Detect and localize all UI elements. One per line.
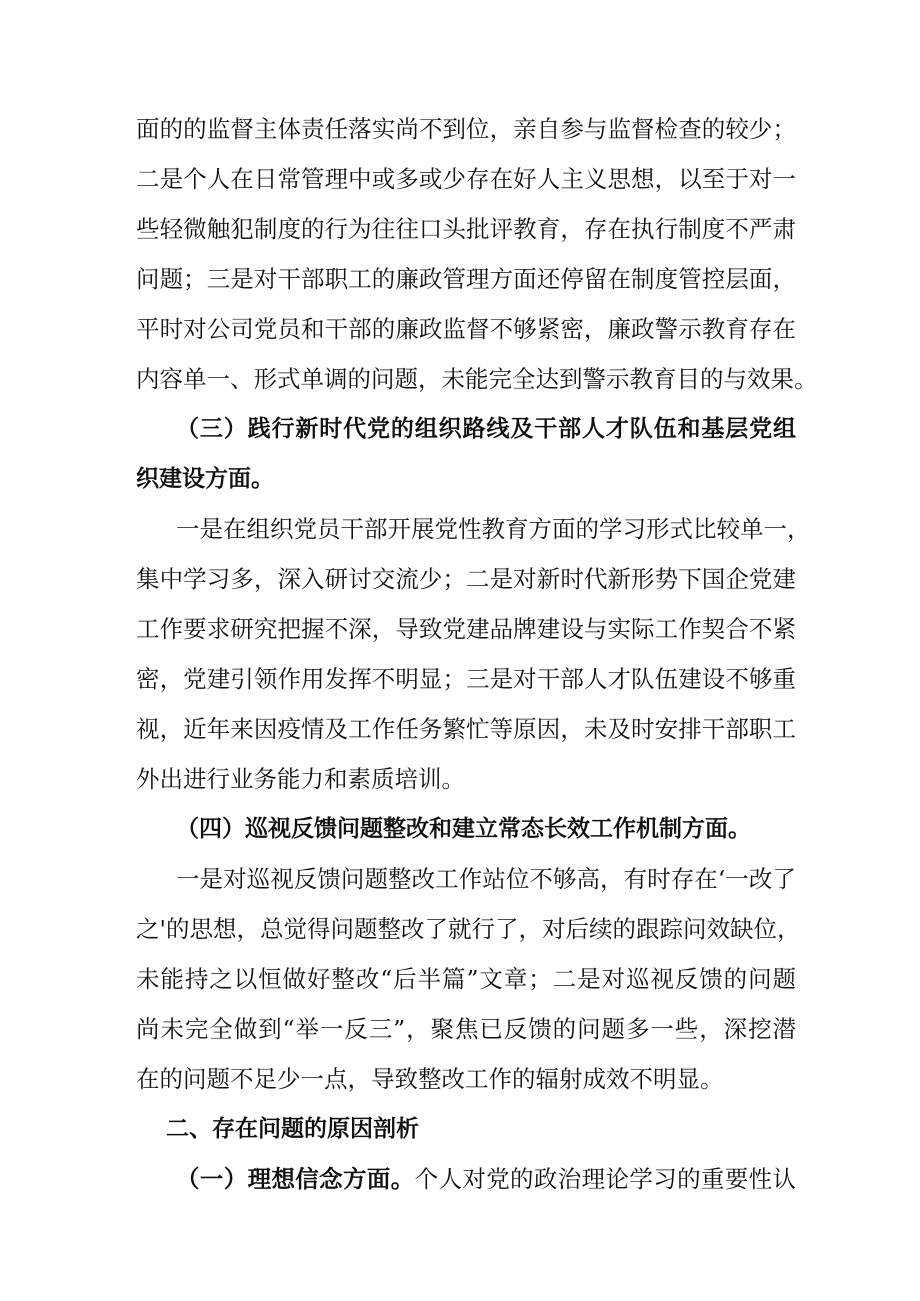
paragraph-line: 面的的监督主体责任落实尚不到位，亲自参与监督检查的较少；	[136, 115, 796, 143]
paragraph-line: 一是对巡视反馈问题整改工作站位不够高，有时存在‘一改了	[176, 865, 796, 893]
paragraph-line: 集中学习多，深入研讨交流少；二是对新时代新形势下国企党建	[136, 565, 796, 593]
paragraph-line: 密，党建引领作用发挥不明显；三是对干部人才队伍建设不够重	[136, 665, 796, 693]
paragraph-line: 视，近年来因疫情及工作任务繁忙等原因，未及时安排干部职工	[136, 715, 796, 743]
paragraph-line: 一是在组织党员干部开展党性教育方面的学习形式比较单一，	[176, 515, 811, 543]
paragraph-line-mixed	[176, 1164, 796, 1194]
paragraph-line: 之'的思想，总觉得问题整改了就行了，对后续的跟踪问效缺位，	[136, 915, 801, 943]
paragraph-line: 工作要求研究把握不深，导致党建品牌建设与实际工作契合不紧	[136, 615, 796, 643]
paragraph-line: 问题；三是对干部职工的廉政管理方面还停留在制度管控层面，	[136, 265, 796, 293]
subsection-heading-1: （一）理想信念方面。	[176, 1165, 415, 1193]
paragraph-line: 二是个人在日常管理中或多或少存在好人主义思想，以至于对一	[136, 165, 796, 193]
paragraph-text: 个人对党的政治理论学习的重要性认	[414, 1165, 797, 1193]
paragraph-line: 尚未完全做到“举一反三”，聚焦已反馈的问题多一些，深挖潜	[136, 1015, 796, 1043]
paragraph-line: 些轻微触犯制度的行为往往口头批评教育，存在执行制度不严肃	[136, 215, 796, 243]
section-heading-3-cont: 织建设方面。	[136, 466, 274, 492]
section-heading-3: （三）践行新时代党的组织路线及干部人才队伍和基层党组	[176, 416, 796, 442]
paragraph-line: 平时对公司党员和干部的廉政监督不够紧密，廉政警示教育存在	[136, 315, 796, 343]
paragraph-line: 外出进行业务能力和素质培训。	[136, 765, 465, 793]
chapter-heading-2: 二、存在问题的原因剖析	[166, 1116, 419, 1142]
section-heading-4: （四）巡视反馈问题整改和建立常态长效工作机制方面。	[176, 816, 751, 842]
paragraph-line: 未能持之以恒做好整改“后半篇”文章；二是对巡视反馈的问题	[136, 965, 796, 993]
paragraph-line: 在的问题不足少一点，导致整改工作的辐射成效不明显。	[136, 1065, 724, 1093]
paragraph-line: 内容单一、形式单调的问题，未能完全达到警示教育目的与效果。	[136, 365, 818, 393]
